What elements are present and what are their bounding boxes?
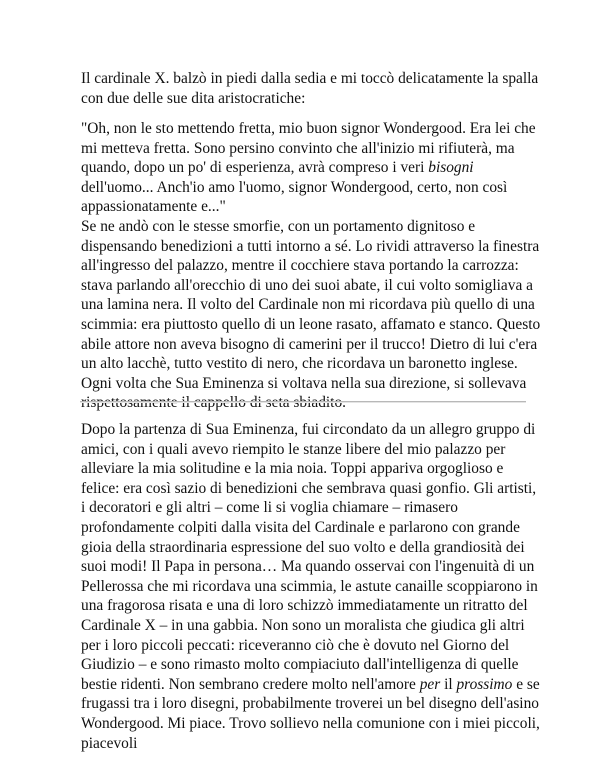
friends-text-1: Dopo la partenza di Sua Eminenza, fui circondato da un allegro gruppo di amici, con i quali avevo riempito le stanze libere del mio palazzo per alleviare la mia solitudine e la mia noia. Toppi appariva orgoglioso e felice: era così sazio di benedizioni che sembrava quasi gonfio. Gli artisti, i decoratori e gli altri – come li si voglia chiamare – rimasero profondamente colpiti dalla visita del Cardinale e parlarono con grande gioia della straordinaria espressione del suo volto e della grandiosità dei suoi modi! Il Papa in persona… Ma quando osservai con l'ingenuità di un Pellerossa che mi ricordava una scimmia, le astute canaille scoppiarono in una fragorosa risata e una di loro schizzò immediatamente un ritratto del Cardinale X – in una gabbia. Non sono un moralista che giudica gli altri per i loro piccoli peccati: riceveranno ciò che è dovuto nel Giorno del Giudizio – e sono rimasto molto compiaciuto dall'intelligenza di quelle bestie ridenti. Non sembrano credere molto nell'amore	[81, 421, 538, 693]
paragraph-cardinal-leaves: Se ne andò con le stesse smorfie, con un portamento dignitoso e dispensando benedizioni a tutti intorno a sé. Lo rividi attraverso la finestra all'ingresso del palazzo, mentre il cocchiere stava portando la carrozza: stava parlando all'orecchio di uno dei suoi abate, il cui volto somigliava a una lamina nera. Il volto del Cardinale non mi ricordava più quello di una scimmia: era piuttosto quello di un leone rasato, affamato e stanco. Questo abile attore non aveva bisogno di camerini per il trucco! Dietro di lui c'era un alto lacchè, tutto vestito di nero, che ricordava un baronetto inglese. Ogni volta che Sua Eminenza si voltava nella sua direzione, si sollevava rispettosamente il cappello di seta sbiadito.	[81, 218, 541, 412]
friends-emphasis-per: per	[419, 675, 441, 693]
friends-text-3: e se frugassi tra i loro disegni, probabilmente troverei un bel disegno dell'asino Wondergood. Mi piace. Trovo sollievo nella comunione con i miei piccoli, piacevoli	[81, 675, 540, 752]
paragraph-cardinal-rises: Il cardinale X. balzò in piedi dalla sedia e mi toccò delicatamente la spalla con due delle sue dita aristocratiche:	[81, 70, 539, 107]
speech-text-2: dell'uomo... Anch'io amo l'uomo, signor Wondergood, certo, non così appassionatamente e..."	[81, 178, 508, 216]
paragraph-cardinal-speech	[81, 119, 541, 217]
section-divider	[80, 401, 526, 403]
friends-emphasis-prossimo: prossimo	[456, 675, 513, 693]
paragraph-friends-gathering	[81, 420, 541, 753]
speech-emphasis-bisogni: bisogni	[428, 159, 474, 177]
friends-text-2: il	[440, 675, 457, 693]
speech-text-1: "Oh, non le sto mettendo fretta, mio buon signor Wondergood. Era lei che mi metteva fretta. Sono persino convinto che all'inizio mi rifiuterà, ma quando, dopo un po' di esperienza, avrà compreso i veri	[81, 120, 536, 177]
